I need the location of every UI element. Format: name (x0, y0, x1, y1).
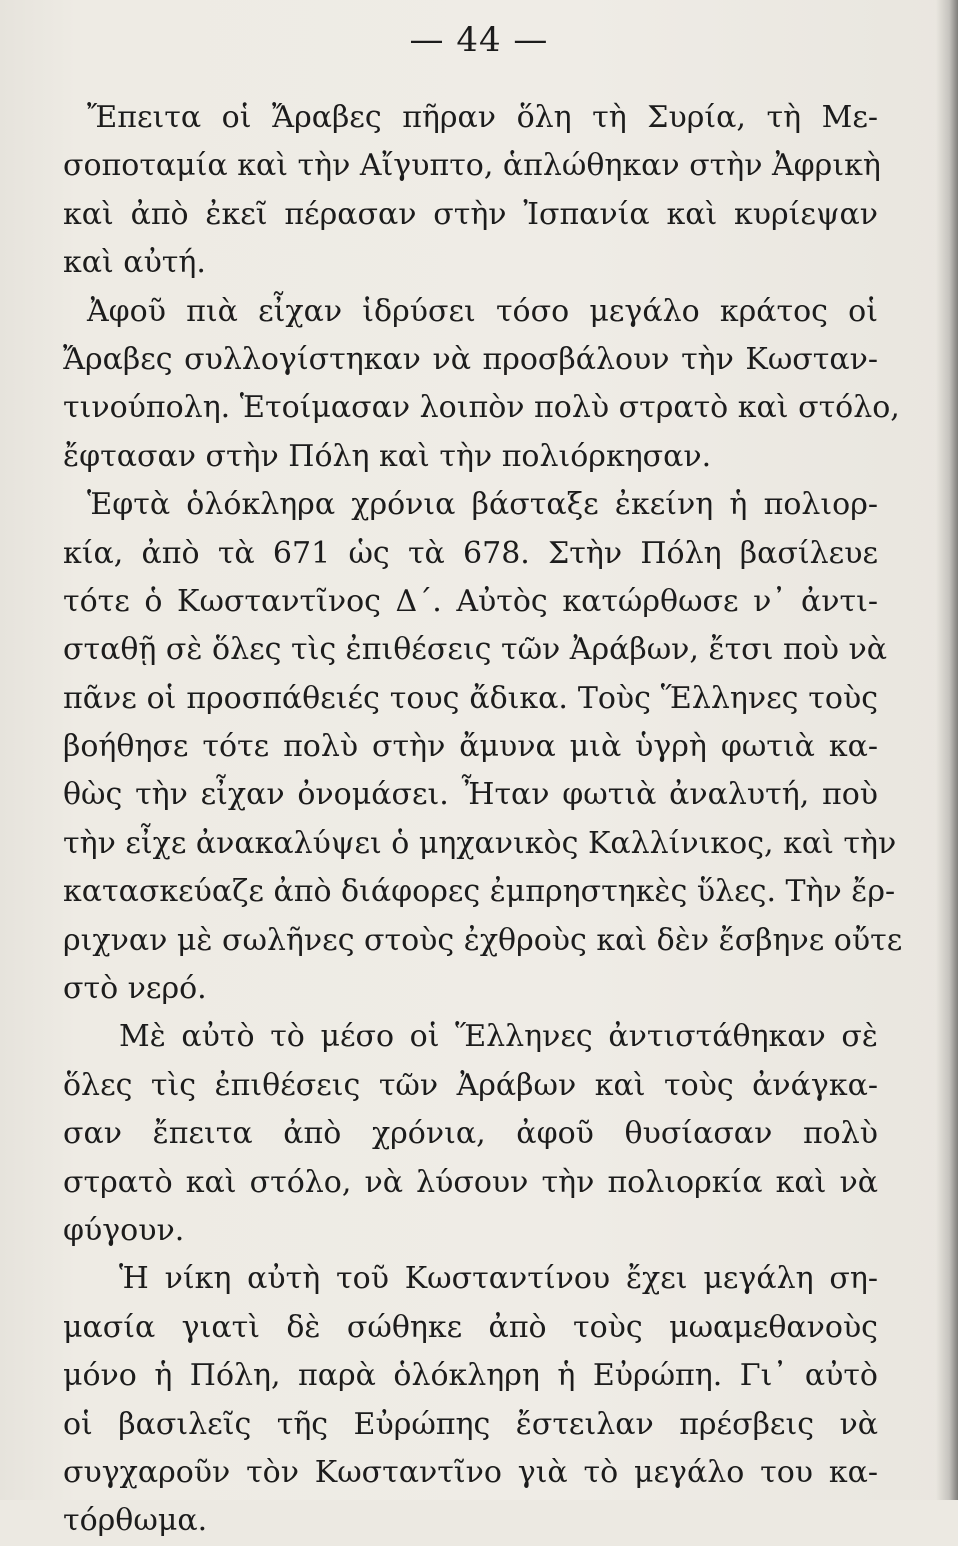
text-line: μασία γιατὶ δὲ σώθηκε ἀπὸ τοὺς μωαμεθανοὺς (63, 1309, 878, 1345)
text-line: στρατὸ καὶ στόλο, νὰ λύσουν τὴν πολιορκία καὶ νὰ (63, 1164, 878, 1200)
text-line: ριχναν μὲ σωλῆνες στοὺς ἐχθροὺς καὶ δὲν ἔσβηνε οὔτε (63, 922, 903, 958)
text-line: καὶ ἀπὸ ἐκεῖ πέρασαν στὴν Ἰσπανία καὶ κυρίεψαν (63, 196, 878, 232)
text-line: στὸ νερό. (63, 971, 207, 1007)
text-line: τόρθωμα. (63, 1503, 208, 1539)
text-line: ὅλες τὶς ἐπιθέσεις τῶν Ἀράβων καὶ τοὺς ἀνάγκα- (63, 1067, 878, 1103)
page-edge-shadow (936, 0, 958, 1500)
text-line: συγχαροῦν τὸν Κωσταντῖνο γιὰ τὸ μεγάλο του κα- (63, 1454, 878, 1490)
text-line: βοήθησε τότε πολὺ στὴν ἄμυνα μιὰ ὑγρὴ φωτιὰ κα- (63, 729, 878, 765)
text-line: ἔφτασαν στὴν Πόλη καὶ τὴν πολιόρκησαν. (63, 438, 712, 474)
paragraph-1 (63, 94, 881, 288)
text-line: μόνο ἡ Πόλη, παρὰ ὁλόκληρη ἡ Εὐρώπη. Γι᾿ αὐτὸ (63, 1358, 878, 1394)
text-line: θὼς τὴν εἶχαν ὀνομάσει. Ἦταν φωτιὰ ἀναλυτή, ποὺ (63, 777, 878, 813)
paragraph-5 (63, 1255, 878, 1545)
text-line: σταθῇ σὲ ὅλες τὶς ἐπιθέσεις τῶν Ἀράβων, ἔτσι ποὺ νὰ (63, 632, 888, 668)
text-line: τότε ὁ Κωσταντῖνος Δ΄. Αὐτὸς κατώρθωσε ν᾿ ἀντι- (63, 583, 878, 619)
text-line: καὶ αὐτή. (63, 245, 206, 281)
paragraph-3 (63, 481, 903, 1013)
text-line: τινούπολη. Ἑτοίμασαν λοιπὸν πολὺ στρατὸ καὶ στόλο, (63, 390, 900, 426)
paragraph-2 (63, 288, 900, 482)
text-line: Ἀφοῦ πιὰ εἶχαν ἱδρύσει τόσο μεγάλο κράτος οἱ (87, 293, 878, 329)
text-line: Μὲ αὐτὸ τὸ μέσο οἱ Ἕλληνες ἀντιστάθηκαν σὲ (119, 1019, 878, 1055)
text-line: Ἡ νίκη αὐτὴ τοῦ Κωσταντίνου ἔχει μεγάλη ση- (119, 1261, 878, 1297)
text-line: φύγουν. (63, 1212, 185, 1248)
text-line: πᾶνε οἱ προσπάθειές τους ἄδικα. Τοὺς Ἕλληνες τοὺς (63, 680, 878, 716)
text-line: Ἑφτὰ ὁλόκληρα χρόνια βάσταξε ἐκείνη ἡ πολιορ- (87, 487, 878, 523)
text-line: τὴν εἶχε ἀνακαλύψει ὁ μηχανικὸς Καλλίνικος, καὶ τὴν (63, 825, 897, 861)
paragraph-4 (63, 1013, 878, 1255)
text-line: σαν ἔπειτα ἀπὸ χρόνια, ἀφοῦ θυσίασαν πολὺ (63, 1116, 878, 1152)
text-line: Ἄραβες συλλογίστηκαν νὰ προσβάλουν τὴν Κωσταν- (63, 341, 878, 377)
text-line: σοποταμία καὶ τὴν Αἴγυπτο, ἁπλώθηκαν στὴν Ἀφρικὴ (63, 148, 881, 184)
body-text (63, 94, 903, 1546)
page-number: — 44 — (409, 20, 549, 60)
text-line: κατασκεύαζε ἀπὸ διάφορες ἐμπρηστηκὲς ὕλες. Τὴν ἔρ- (63, 874, 896, 910)
text-line: οἱ βασιλεῖς τῆς Εὐρώπης ἔστειλαν πρέσβεις νὰ (63, 1406, 878, 1442)
text-line: Ἔπειτα οἱ Ἄραβες πῆραν ὅλη τὴ Συρία, τὴ Με- (87, 100, 878, 135)
text-line: κία, ἀπὸ τὰ 671 ὡς τὰ 678. Στὴν Πόλη βασίλευε (63, 535, 878, 571)
